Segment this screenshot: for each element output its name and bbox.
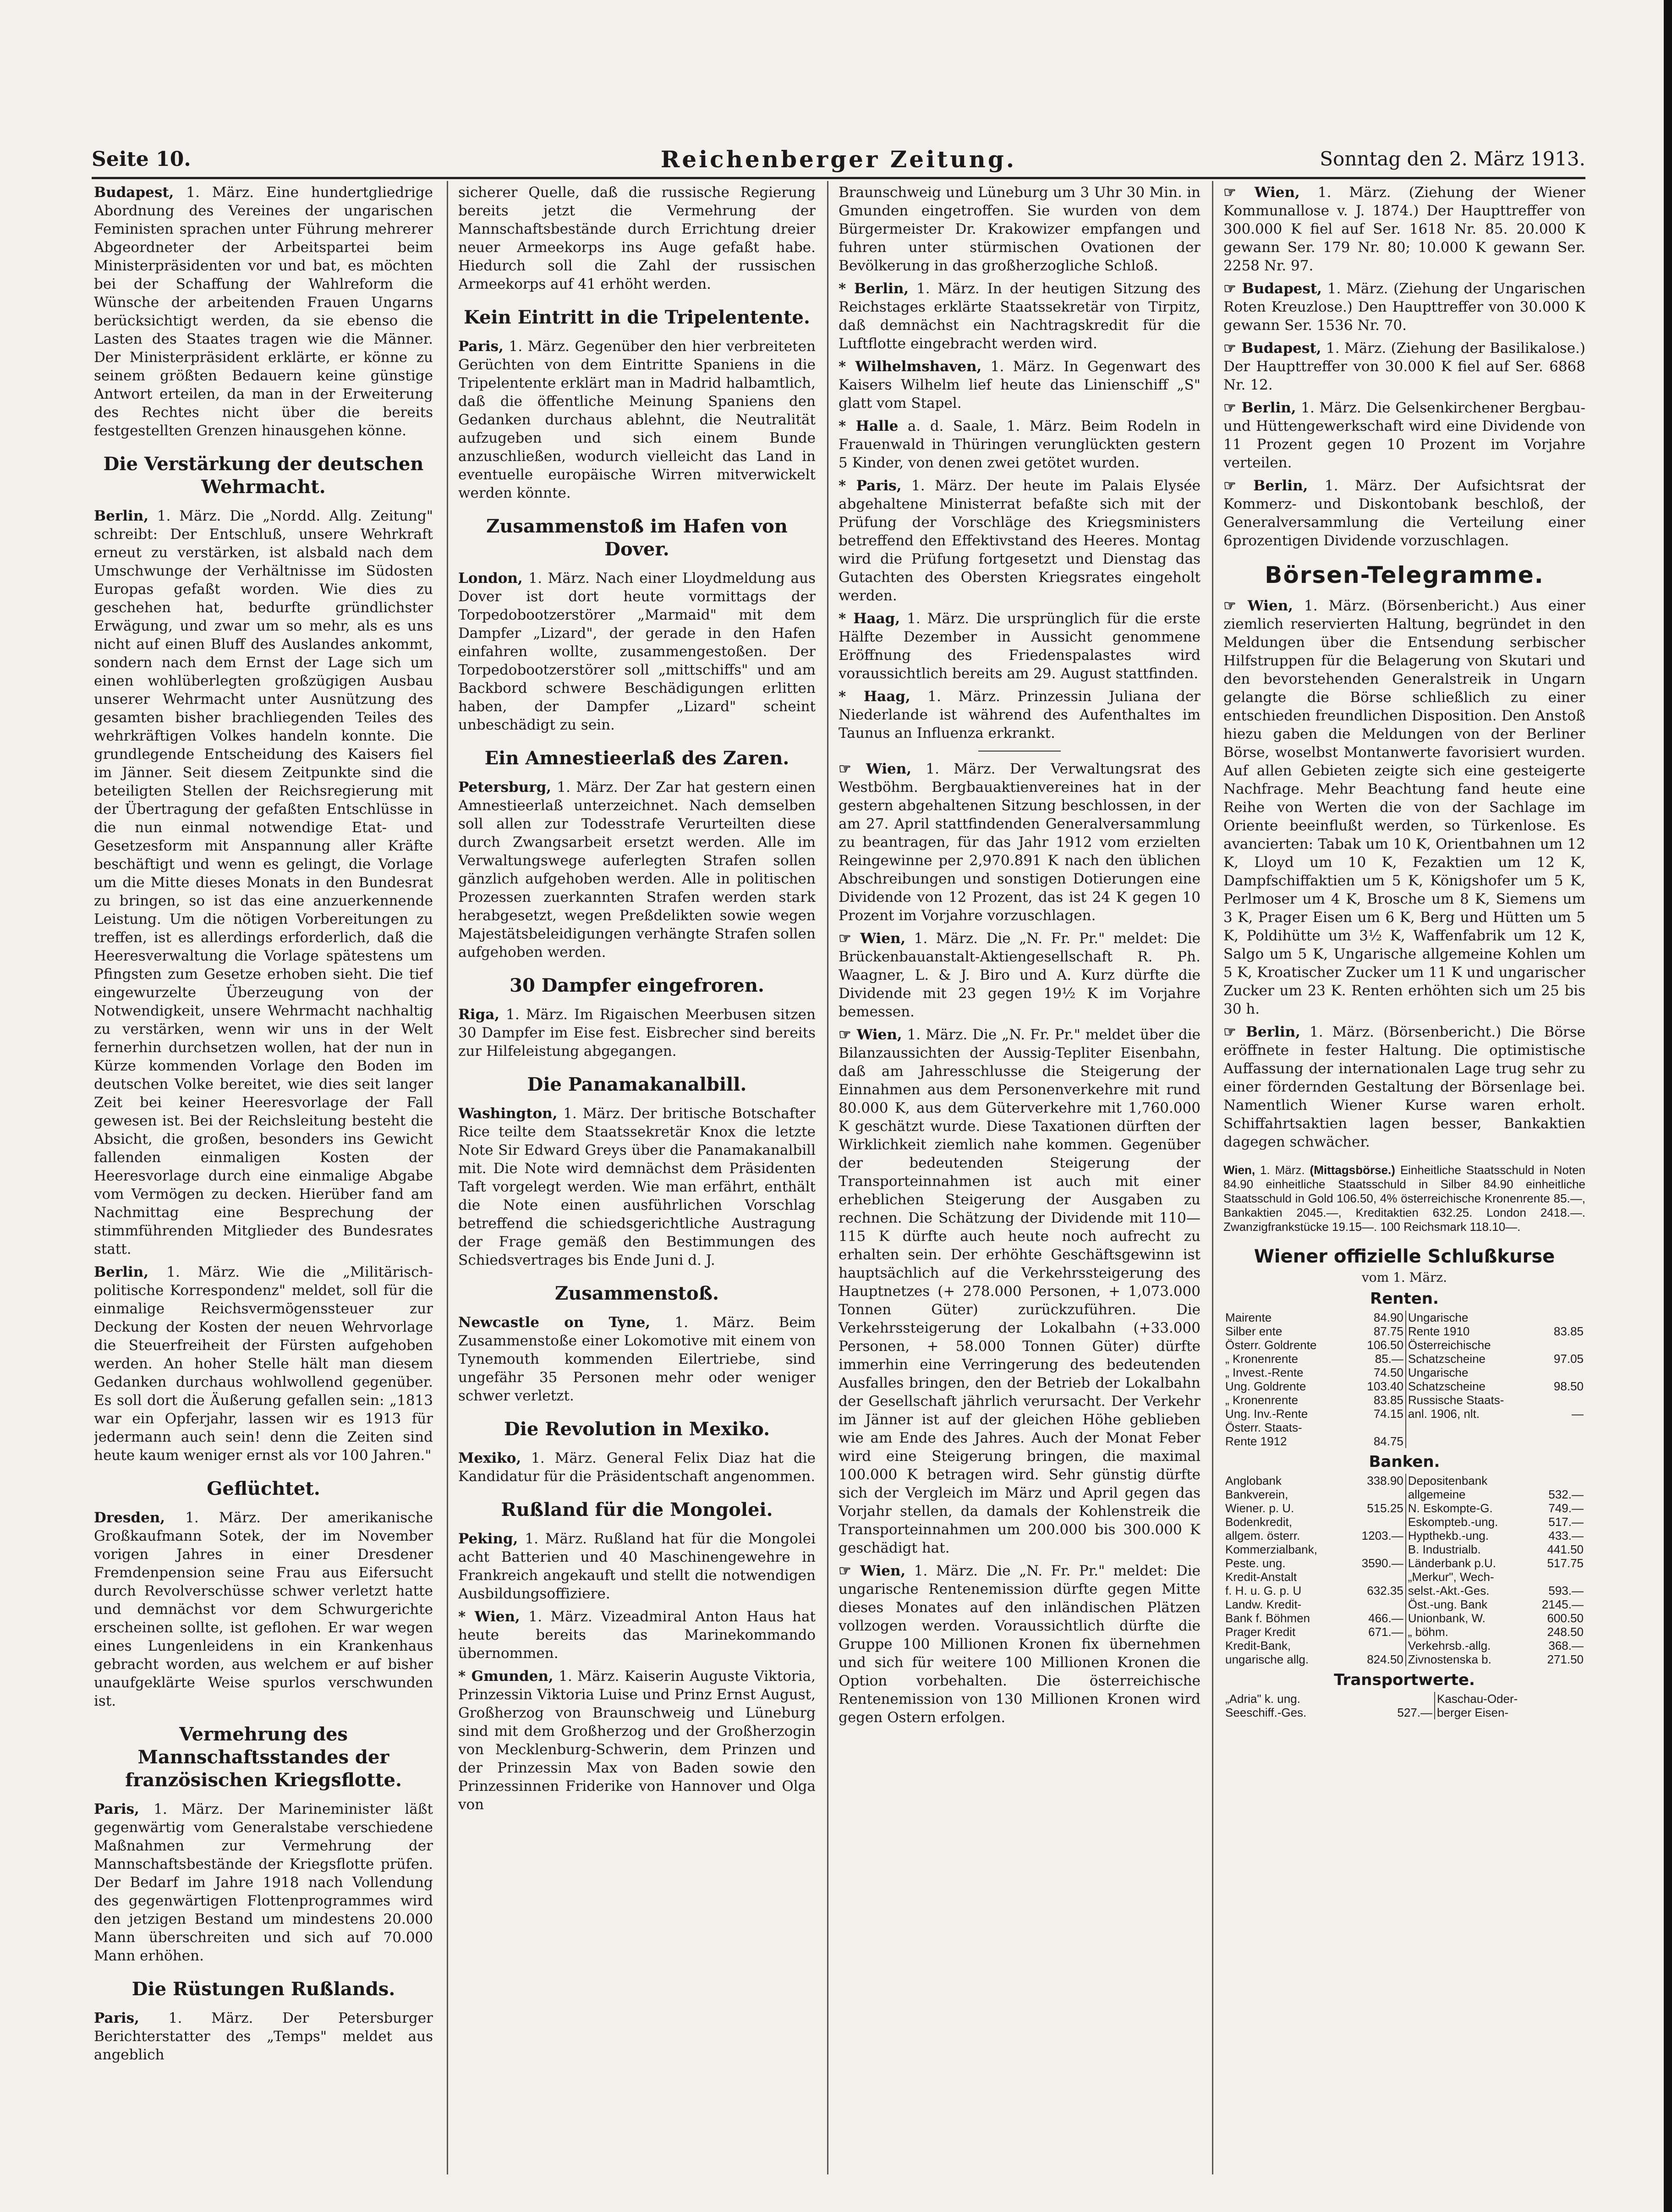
dateline-place: Paris, [458,338,504,355]
lottery-news [1223,183,1585,550]
security-rate [1351,1421,1406,1434]
security-rate: 106.50 [1367,1338,1403,1352]
security-name: B. Industrialb. [1406,1542,1527,1556]
table-row [1223,1584,1585,1597]
article-text: 1. März. Der Petersburger Berichterstatter des „Temps" meldet aus angeblich [94,2010,433,2063]
article [458,183,816,293]
dateline-place: * Paris, [839,478,902,494]
security-name: Peste. ung. [1225,1556,1286,1570]
security-rate: 338.90 [1367,1474,1403,1487]
midday-exchange [1223,1163,1585,1234]
article [1223,399,1585,472]
security-name [1406,1421,1540,1434]
banken-table [1223,1474,1585,1666]
security-rate: 517.75 [1547,1556,1584,1570]
article-text: 1. März. Der amerikanische Großkaufmann Sotek, der im November vorigen Jahres in einer Dresdener Fremdenpension seine Frau aus Eifersucht durch Revolverschüsse schwer verletzt hatte und demnächst vor dem Schwurgerichte erscheinen sollte, ist geflohen. Er war wegen eines Lungenleidens in ein Krankenhaus gebracht worden, aus welchem er auf bisher unaufgeklärte Weise spurlos verschwunden ist. [94,1509,433,1709]
dateline-place: Petersburg, [458,779,552,796]
article-text: 1. März. In Gegenwart des Kaisers Wilhelm lief heute das Linienschiff „S" glatt vom Stapel. [839,358,1201,412]
column-2 [458,183,816,2172]
article-text: 1. März. (Ziehung der Wiener Kommunallose v. J. 1874.) Der Haupttreffer von 300.000 K fiel auf Ser. 1618 Nr. 85. 20.000 K gewann Ser. 179 Nr. 80; 10.000 K gewann Ser. 2258 Nr. 97. [1223,184,1585,274]
security-rate [1540,1366,1585,1379]
article [1223,183,1585,275]
security-name: f. H. u. G. p. U [1225,1584,1302,1597]
security-name: „Adria" k. ung. [1225,1692,1300,1706]
security-rate: — [1572,1407,1584,1421]
table-row [1223,1611,1585,1625]
security-name: Anglobank [1225,1474,1282,1487]
security-rate: 74.15 [1373,1407,1403,1421]
article-text: 1. März. Gegenüber den hier verbreiteten Gerüchten von dem Eintritte Spaniens in die Tripelentente erklärt man in Madrid halbamtlich, daß die öffentliche Meinung Spaniens den Gedanken durchaus ablehnt, die Neutralität aufzugeben und sich einem Bunde anzuschließen, wodurch vielleicht das Land in eventuelle europäische Wirren mitverwickelt werden könnte. [458,338,816,501]
table-row [1223,1570,1585,1584]
dateline-place: Peking, [458,1531,518,1547]
security-rate [1540,1421,1585,1434]
security-name: Öst.-ung. Bank [1406,1597,1527,1611]
table-row [1223,1529,1585,1542]
section-separator [978,751,1061,752]
midday-text: Einheitliche Staatsschuld in Noten 84.90 einheitliche Staatsschuld in Silber 84.90 einheitliche Staatsschuld in Gold 106.50, 4% österreichische Kronenrente 85.—, Bankaktien 2045.—, Kreditaktien 632.25. London 2418.—. Zwanzigfrankstücke 19.15—. 100 Reichsmark 118.10—. [1223,1163,1585,1234]
table-row [1223,1407,1585,1421]
article [94,1263,433,1465]
article-text: 1. März. Die „N. Fr. Pr." meldet: Die ungarische Rentenemission dürfte gegen Mitte dieses Monates auf den inländischen Plätzen vollzogen werden. Voraussichtlich dürfte die Gruppe 100 Millionen Kronen fix übernehmen und sich für weitere 100 Millionen Kronen die Option vorbehalten. Die österreichische Rentenemission von 130 Millionen Kronen wird gegen Ostern erfolgen. [839,1563,1201,1726]
security-name: Rente 1912 [1225,1434,1287,1448]
table-row [1223,1311,1585,1324]
security-rate: 515.25 [1367,1501,1403,1515]
table-row [1223,1515,1585,1529]
security-rate [1347,1542,1406,1556]
transport-heading: Transportwerte. [1334,1671,1475,1689]
article [94,1800,433,1965]
dateline-place: * Gmunden, [458,1668,554,1685]
security-name: Ung. Goldrente [1225,1379,1306,1393]
security-name: Ungarische [1406,1366,1540,1379]
midday-place: Wien, [1223,1163,1255,1177]
headline: Die Rüstungen Rußlands. [132,1978,395,2000]
security-name: Österr. Goldrente [1225,1338,1317,1352]
table-row [1223,1501,1585,1515]
security-name: Österr. Staats- [1225,1421,1302,1434]
security-rate: 433.— [1548,1529,1584,1542]
security-rate: 368.— [1548,1639,1584,1652]
security-rate: 749.— [1548,1501,1584,1515]
security-name: Kaschau-Oder- [1435,1692,1579,1706]
table-row [1223,1379,1585,1393]
article [1223,477,1585,550]
report-text: 1. März. (Börsenbericht.) Die Börse eröffnete in fester Haltung. Die optimistische Auffassung der internationalen Lage trug sehr zu einer fördernden Gestaltung der Börsenlage bei. Namentlich Wiener Kurse waren erholt. Schiffahrtsaktien lagen besser, Bankaktien dagegen schwächer. [1223,1024,1585,1150]
dateline-place: Riga, [458,1006,500,1023]
article [94,1509,433,1710]
security-name: anl. 1906, nlt. [1406,1407,1540,1421]
security-name: Hypthekb.-ung. [1406,1529,1527,1542]
article-text: 1. März. In der heutigen Sitzung des Reichstages erklärte Staatssekretär von Tirpitz, daß demnächst ein Nachtragskredit für die Luftflotte eingebracht werden wird. [839,280,1201,352]
report-text: 1. März. (Börsenbericht.) Aus einer ziemlich reservierten Haltung, begründet in den Meldungen über die Entsendung serbischer Hilfstruppen für die Belagerung von Skutari und den bevorstehenden Generalstreik in Ungarn gelangte die Börse schließlich zu einer entschieden freundlichen Disposition. Den Anstoß hiezu gaben die Meldungen von der Berliner Börse, woselbst Montanwerte favorisiert wurden. Auf allen Gebieten zeigte sich eine gesteigerte Nachfrage. Mehr Beachtung fand heute eine Reihe von Werten die von der Sachlage im Oriente beeinflußt werden, so Türkenlose. Es avancierten: Tabak um 10 K, Orientbahnen um 12 K, Lloyd um 10 K, Fezaktien um 12 K, Dampfschiffaktien um 5 K, Königshofer um 5 K, Perlmoser um 4 K, Brosche um 8 K, Siemens um 3 K, Prager Eisen um 6 K, Berg und Hütten um 5 K, Poldihütte um 3½ K, Waffenfabrik um 12 K, Salgo um 5 K, Ungarische allgemeine Kohlen um 5 K, Kroatischer Zucker um 11 K und ungarischer Zucker um 23 K. Renten erhöhten sich um 25 bis 30 h. [1223,598,1585,1017]
security-name: selst.-Akt.-Ges. [1406,1584,1527,1597]
security-rate [1527,1570,1585,1584]
table-row [1223,1474,1585,1487]
article [458,1667,816,1814]
stock-report [1223,597,1585,1018]
security-name: Wiener. p. U. [1225,1501,1294,1515]
headline: Vermehrung des Mannschaftsstandes der französischen Kriegsflotte. [125,1723,402,1791]
security-name: Prager Kredit [1225,1625,1296,1639]
security-rate: 824.50 [1367,1652,1403,1666]
security-rate: 3590.— [1361,1556,1403,1570]
article [94,507,433,1258]
dateline-place: Mexiko, [458,1450,521,1466]
security-rate: 271.50 [1547,1652,1584,1666]
table-row [1223,1487,1585,1501]
security-name [1406,1434,1540,1448]
page-header [92,148,1585,175]
dateline-place: Newcastle on Tyne, [458,1314,651,1331]
dateline-place: ☞ Wien, [839,761,912,777]
security-rate [1347,1639,1406,1652]
column-divider [447,181,448,2174]
security-name: Bodenkredit, [1225,1515,1292,1529]
security-rate [1347,1597,1406,1611]
table-row [1223,1625,1585,1639]
issue-date: Sonntag den 2. März 1913. [1320,148,1585,170]
article-text: 1. März. Die „Nordd. Allg. Zeitung" schreibt: Der Entschluß, unsere Wehrkraft erneut zu verstärken, ist alsbald nach dem Umschwunge der Verhältnisse im Südosten Europas gefaßt worden. Wie dies zu geschehen hat, bedurfte gründlichster Erwägung, und zwar um so mehr, als es uns nicht auf einen Bluff des Auslandes ankommt, sondern nach dem Ernst der Lage sich um einen wohlüberlegten großzügigen Ausbau unserer Wehrmacht unter Ausnützung des gesamten bisher brachliegenden Teiles des wehrkräftigen Volkes handeln konnte. Die grundlegende Entscheidung des Kaisers fiel im Jänner. Seit diesem Zeitpunkte sind die beteiligten Stellen der Reichsregierung mit der Übertragung der gefaßten Entschlüsse in die nun einmal notwendige Etat- und Gesetzesform mit Anspannung aller Kräfte beschäftigt und wenn es gelingt, die Vorlage um die Mitte dieses Monats in den Bundesrat zu bringen, so ist das eine anzuerkennende Leistung. Um die nötigen Vorbereitungen zu treffen, ist es allerdings erforderlich, daß die Heeresverwaltung die Vorlage spätestens um Pfingsten zum Gesetze erhoben sieht. Die tief eingewurzelte Überzeugung von der Notwendigkeit, unsere Wehrmacht nachhaltig zu verstärken, wenn wir uns in der Welt fernerhin durchsetzen wollen, hat der nun in Kürze kommenden Vorlage den Boden im deutschen Volke bereitet, wie dies seit langer Zeit bei keiner Heeresvorlage der Fall gewesen ist. Bei der Reichsleitung besteht die Absicht, die großen, besonders ins Gewicht fallenden einmaligen Kosten der Heeresvorlage durch eine einmalige Abgabe vom Vermögen zu decken. Hierüber fand am Nachmittag eine Besprechung der stimmführenden Mitglieder des Bundesrates statt. [94,508,433,1257]
security-name: ungarische allg. [1225,1652,1309,1666]
dateline-place: * Halle [839,418,899,434]
security-name: Zivnostenska b. [1406,1652,1527,1666]
dateline-place: Dresden, [94,1509,165,1526]
security-rate: 466.— [1368,1611,1403,1625]
security-name: „ Kronenrente [1225,1352,1298,1366]
security-rate [1347,1570,1406,1584]
security-rate [1347,1487,1406,1501]
table-row [1223,1597,1585,1611]
table-row [1223,1692,1585,1706]
security-name: Depositenbank [1406,1474,1527,1487]
article [839,280,1201,353]
article [458,778,816,961]
dateline-place: Berlin, [94,1264,149,1280]
dateline-place: ☞ Wien, [839,1563,906,1579]
security-rate: 671.— [1368,1625,1403,1639]
security-name: Seeschiff.-Ges. [1225,1706,1307,1719]
security-rate: 527.— [1397,1706,1432,1719]
security-name: allgemeine [1406,1487,1527,1501]
article [839,477,1201,605]
table-row [1223,1556,1585,1570]
table-row [1223,1324,1585,1338]
security-name: Österreichische [1406,1338,1540,1352]
article [458,569,816,734]
renten-table [1223,1311,1585,1448]
article-text: 1. März. Nach einer Lloydmeldung aus Dover ist dort heute vormittags der Torpedobootzerstörer „Marmaid" mit dem Dampfer „Lizard", der gerade in den Hafen einfahren wollte, zusammengestoßen. Der Torpedobootzerstörer soll „mittschiffs" und am Backbord schwere Beschädigungen erlitten haben, der Dampfer „Lizard" scheint unbeschädigt zu sein. [458,570,816,733]
article-text: 1. März. Der Zar hat gestern einen Amnestieerlaß unterzeichnet. Nach demselben soll allen zur Todesstrafe Verurteilten diese durch Zwangsarbeit ersetzt werden. Alle im Verwaltungswege auferlegten Strafen sollen gänzlich aufgehoben werden. Alle in politischen Prozessen zuerkannten Strafen werden stark herabgesetzt, wegen Preßdelikten sowie wegen Majestätsbeleidigungen verhängte Strafen sollen aufgehoben werden. [458,779,816,961]
headline: Die Revolution in Mexiko. [504,1418,770,1440]
midday-date: 1. März. [1255,1163,1310,1177]
security-rate [1527,1474,1585,1487]
headline: Zusammenstoß. [555,1283,719,1304]
article-text: 1. März. Kaiserin Auguste Viktoria, Prinzessin Viktoria Luise und Prinz Ernst August, Großherzog von Braunschweig und Lüneburg sind mit dem Großherzog und der Großherzogin von Mecklenburg-Schwerin, dem Prinzen und der Prinzessin Max von Baden sowie den Prinzessinnen Friderike von Hannover und Olga von [458,1668,816,1813]
headline: Zusammenstoß im Hafen von Dover. [486,516,788,560]
headline: Die Verstärkung der deutschen Wehrmacht. [103,453,424,498]
article [458,1608,816,1663]
dateline-place: Budapest, [94,184,174,201]
article-text: 1. März. Vizeadmiral Anton Haus hat heute bereits das Marinekommando übernommen. [458,1608,816,1662]
security-rate [1540,1338,1585,1352]
article-text: 1. März. Im Rigaischen Meerbusen sitzen 30 Dampfer im Eise fest. Eisbrecher sind bereits zur Hilfeleistung abgegangen. [458,1006,816,1059]
dateline-place: ☞ Wien, [839,930,906,947]
security-name: Verkehrsb.-allg. [1406,1639,1527,1652]
headline: Geflüchtet. [207,1478,320,1499]
dateline-place: ☞ Wien, [839,1026,902,1043]
article-text: 1. März. Eine hundertgliedrige Abordnung des Vereines der ungarischen Feministen sprachen unter Führung mehrerer Abgeordneter der Arbeitspartei beim Ministerpräsidenten vor und bat, es möchten bei der Schaffung der Wahlreform die Wünsche der arbeitenden Frauen Ungarns berücksichtigt werden, da sie ebenso die Lasten des Staates tragen wie die Männer. Der Ministerpräsident erklärte, er könne zu seinem größten Bedauern keine günstige Antwort erteilen, da man in der Erweiterung des Rechtes nicht über die bereits festgestellten Grenzen hinausgehen könne. [94,184,433,439]
security-name: Schatzscheine [1406,1352,1540,1366]
table-row [1223,1338,1585,1352]
security-rate [1540,1393,1585,1407]
article [94,183,433,440]
headline: Rußland für die Mongolei. [501,1499,773,1520]
security-name: N. Eskompte-G. [1406,1501,1527,1515]
article [839,357,1201,412]
security-rate: 593.— [1548,1584,1584,1597]
security-rate: 74.50 [1373,1366,1403,1379]
article-text: 1. März. Der Marineminister läßt gegenwärtig vom Generalstabe verschiedene Maßnahmen zur Vermehrung der Mannschaftsbestände der Kriegsflotte prüfen. Der Bedarf im Jahre 1918 nach Vollendung des gegenwärtigen Flottenprogrammes wird den jetzigen Bestand um mindestens 20.000 Mann überschreiten und sich auf 70.000 Mann erhöhen. [94,1801,433,1964]
column-divider [827,181,828,2174]
article-text: 1. März. Prinzessin Juliana der Niederlande ist während des Aufenthaltes im Taunus an Influenza erkrankt. [839,688,1201,741]
article [839,183,1201,275]
table-row [1223,1434,1585,1448]
table-row [1223,1393,1585,1407]
page-number: Seite 10. [92,148,191,171]
header-rule [92,177,1585,179]
security-rate: 2145.— [1541,1597,1584,1611]
dateline-place: ☞ Berlin, [1223,478,1308,494]
article-text: sicherer Quelle, daß die russische Regierung bereits jetzt die Vermehrung der Mannschaftsbestände durch Errichtung dreier neuer Armeekorps ins Auge gefaßt habe. Hiedurch soll die Zahl der russischen Armeekorps auf 41 erhöht werden. [458,184,816,292]
article [839,609,1201,683]
security-name: „ Invest.-Rente [1225,1366,1304,1379]
article [94,2009,433,2064]
security-name: Kredit-Anstalt [1225,1570,1297,1584]
column-3 [839,183,1201,2172]
stock-telegrams [1223,597,1585,1151]
article [458,1104,816,1269]
headline: Die Panamakanalbill. [527,1074,747,1095]
article [458,337,816,502]
security-rate: 441.50 [1547,1542,1584,1556]
article-text: 1. März. Der heute im Palais Elysée abgehaltene Ministerrat befaßte sich mit der Prüfung der Vorschläge des Kriegsministers betreffend den Effektivstand des Heeres. Montag wird die Prüfung fortgesetzt und Dienstag das Gutachten des Obersten Kriegsrates eingeholt werden. [839,478,1201,604]
security-rate [1579,1692,1585,1706]
article [839,687,1201,742]
article-text: 1. März. Wie die „Militärisch-politische Korrespondenz" meldet, soll für die einmalige Reichsvermögenssteuer zur Deckung der Kosten der neuen Wehrvorlage die Steuerfreiheit der Fürsten aufgehoben werden. An hoher Stelle hält man diesem Gedanken durchaus wohlwollend gegenüber. Es soll dort die Äußerung gefallen sein: „1813 war ein Opferjahr, lassen wir es 1913 für jedermann auch sein! denn die Zeiten sind heute kaum weniger ernst als vor 100 Jahren." [94,1264,433,1464]
dateline-place: ☞ Berlin, [1223,1024,1300,1040]
security-name: Kredit-Bank, [1225,1639,1291,1652]
security-name: Silber ente [1225,1324,1283,1338]
masthead: Reichenberger Zeitung. [660,146,1017,173]
article [458,1449,816,1486]
dateline-place: * Haag, [839,688,910,705]
dateline-place: * Haag, [839,610,900,627]
security-rate: 84.75 [1373,1434,1403,1448]
security-rate: 532.— [1548,1487,1584,1501]
article [839,417,1201,472]
closing-rates-date: vom 1. März. [1361,1270,1447,1285]
article-text: 1. März. (Ziehung der Basilikalose.) Der Haupttreffer von 30.000 K fiel auf Ser. 6868 Nr. 12. [1223,340,1585,393]
table-row [1223,1366,1585,1379]
table-row [1223,1639,1585,1652]
article-text: 1. März. Die „N. Fr. Pr." meldet über die Bilanzaussichten der Aussig-Tepliter Eisenbahn, daß am Jahresschlusse die Steigerung der Einnahmen aus dem Personenverkehre mit rund 80.000 K, aus dem Güterverkehre mit 1,760.000 K geschätzt wurde. Diese Taxationen dürften der Wirklichkeit ziemlich nahe kommen. Gegenüber der bedeutenden Steigerung der Transporteinnahmen ist auch mit einer erheblichen Steigerung der Ausgaben zu rechnen. Die Schätzung der Dividende mit 110—115 K dürfte auch heute noch aufrecht zu erhalten sein. Der erhöhte Geschäftsgewinn ist hauptsächlich auf die Verkehrssteigerung des Hauptnetzes (+ 278.000 Personen, + 1,073.000 Tonnen Güter) zurückzuführen. Die Verkehrssteigerung der Lokalbahn (+33.000 Personen, + 58.000 Tonnen Güter) dürfte immerhin eine Verringerung des bedeutenden Ausfalles bringen, den der Betrieb der Lokalbahn der Gesellschaft jährlich verursacht. Der Verkehr im Jänner ist auf der gleichen Höhe geblieben wie am Ende des Jahres. Auch der Monat Feber wird eine Steigerung bringen, die maximal 100.000 K betragen wird. Sehr günstig dürfte sich der Vergleich im März und April gegen das Vorjahr stellen, da damals der Kohlenstreik die Transporteinnahmen um 200.000 bis 300.000 K geschädigt hat. [839,1026,1201,1556]
dateline-place: * Berlin, [839,280,909,297]
security-rate [1347,1515,1406,1529]
article [458,1005,816,1060]
article [458,1313,816,1405]
security-rate: 1203.— [1361,1529,1403,1542]
security-name: berger Eisen- [1435,1706,1579,1719]
midday-tag: (Mittagsbörse.) [1310,1163,1395,1177]
dateline-place: ☞ Wien, [1223,598,1293,614]
article [458,1530,816,1603]
security-name: „Merkur", Wech- [1406,1570,1527,1584]
security-rate: 97.05 [1553,1352,1584,1366]
security-name: Mairente [1225,1311,1272,1324]
security-name: Eskompteb.-ung. [1406,1515,1527,1529]
table-row [1223,1352,1585,1366]
dateline-place: Washington, [458,1105,558,1122]
article [839,1562,1201,1727]
article-text: 1. März. (Ziehung der Ungarischen Roten Kreuzlose.) Den Haupttreffer von 30.000 K gewann Ser. 1536 Nr. 70. [1223,280,1585,334]
column-4 [1223,183,1585,2172]
stock-report [1223,1023,1585,1151]
closing-rates-title: Wiener offizielle Schlußkurse [1254,1246,1555,1267]
security-rate: 600.50 [1547,1611,1584,1625]
dateline-place: ☞ Budapest, [1223,340,1321,357]
article-text: Braunschweig und Lüneburg um 3 Uhr 30 Min. in Gmunden eingetroffen. Sie wurden von dem Bürgermeister Dr. Krakowizer empfangen und fuhren unter stürmischen Ovationen der Bevölkerung in das großherzogliche Schloß. [839,184,1201,274]
security-name: Russische Staats- [1406,1393,1540,1407]
dateline-place: Paris, [94,2010,139,2026]
security-name: Landw. Kredit- [1225,1597,1302,1611]
security-name: Rente 1910 [1406,1324,1540,1338]
dateline-place: Paris, [94,1801,139,1817]
article-text: 1. März. Der Aufsichtsrat der Kommerz- und Diskontobank beschloß, der Generalversammlung die Verteilung einer 6prozentigen Dividende vorzuschlagen. [1223,478,1585,549]
article-text: 1. März. Die Gelsenkirchener Bergbau- und Hüttengewerkschaft wird eine Dividende von 11 Prozent gegen 10 Prozent im Vorjahre verteilen. [1223,400,1585,471]
security-rate: 98.50 [1553,1379,1584,1393]
security-name: Unionbank, W. [1406,1611,1527,1625]
article [839,1026,1201,1557]
security-name: Kommerzialbank, [1225,1542,1317,1556]
article-text: 1. März. Der Verwaltungsrat des Westböhm. Bergbauaktienvereines hat in der gestern abgehaltenen Sitzung beschlossen, in der am 27. April stattfindenden Generalversammlung zu beantragen, für das Jahr 1912 vom erzielten Reingewinne per 2,970.891 K nach den üblichen Abschreibungen und sonstigen Dotierungen eine Dividende von 12 Prozent, das ist 24 K gegen 10 Prozent im Vorjahre vorzuschlagen. [839,761,1201,924]
article-text: 1. März. General Felix Diaz hat die Kandidatur für die Präsidentschaft angenommen. [458,1450,816,1485]
article [1223,339,1585,394]
security-rate [1540,1311,1585,1324]
security-name: „ Kronenrente [1225,1393,1298,1407]
security-rate: 84.90 [1373,1311,1403,1324]
security-rate: 83.85 [1373,1393,1403,1407]
security-rate: 85.— [1375,1352,1403,1366]
security-rate: 632.35 [1367,1584,1403,1597]
table-row [1223,1706,1585,1719]
security-name: Länderbank p.U. [1406,1556,1527,1570]
security-name: Bank f. Böhmen [1225,1611,1310,1625]
security-rate [1579,1706,1585,1719]
security-name: allgem. österr. [1225,1529,1300,1542]
table-row [1223,1421,1585,1434]
article-text: 1. März. Der britische Botschafter Rice teilte dem Staatssekretär Knox die letzte Note Sir Edward Greys über die Panamakanalbill mit. Die Note wird demnächst dem Präsidenten Taft vorgelegt werden. Wie man erfährt, enthält die Note einen ausführlichen Vorschlag betreffend die schiedsgerichtliche Austragung der Frage gemäß den Bestimmungen des Schiedsvertrages bis Ende Juni d. J. [458,1105,816,1268]
dateline-place: ☞ Berlin, [1223,400,1296,416]
dateline-place: Berlin, [94,508,149,524]
security-rate: 248.50 [1547,1625,1584,1639]
dateline-place: ☞ Budapest, [1223,280,1322,297]
article [839,929,1201,1021]
article-text: 1. März. Rußland hat für die Mongolei acht Batterien und 40 Maschinengewehre in Frankreich angekauft und stellt die notwendigen Ausbildungsoffiziere. [458,1531,816,1602]
dateline-place: London, [458,570,523,587]
dateline-place: * Wien, [458,1608,520,1625]
dateline-place: ☞ Wien, [1223,184,1300,201]
security-rate: 103.40 [1367,1379,1403,1393]
scan-edge [1664,0,1672,2212]
headline: 30 Dampfer eingefroren. [510,975,764,996]
security-rate: 83.85 [1553,1324,1584,1338]
security-rate [1540,1434,1585,1448]
security-rate: 517.— [1548,1515,1584,1529]
security-name: Schatzscheine [1406,1379,1540,1393]
banken-heading: Banken. [1369,1453,1440,1471]
article-text: 1. März. Beim Zusammenstoße einer Lokomotive mit einem von Tynemouth kommenden Eilertriebe, sind ungefähr 35 Personen mehr oder weniger schwer verletzt. [458,1314,816,1404]
table-row [1223,1542,1585,1556]
article [1223,280,1585,335]
security-name: Bankverein, [1225,1487,1288,1501]
security-rate: 87.75 [1373,1324,1403,1338]
security-name: Ung. Inv.-Rente [1225,1407,1308,1421]
article-text: 1. März. Die „N. Fr. Pr." meldet: Die Brückenbauanstalt-Aktiengesellschaft R. Ph. Waagner, L. & J. Biro und A. Kurz dürfte die Dividende mit 23 gegen 19½ K im Vorjahre bemessen. [839,930,1201,1020]
headline: Kein Eintritt in die Tripelentente. [464,307,810,328]
table-row [1223,1652,1585,1666]
headline: Ein Amnestieerlaß des Zaren. [484,747,789,769]
article [839,760,1201,925]
article-text: a. d. Saale, 1. März. Beim Rodeln in Frauenwald in Thüringen verunglückten gestern 5 Kinder, von denen zwei getötet wurden. [839,418,1201,471]
renten-heading: Renten. [1370,1290,1439,1308]
security-rate [1368,1692,1435,1706]
article-text: 1. März. Die ursprünglich für die erste Hälfte Dezember in Aussicht genommene Eröffnung des Friedenspalastes wird voraussichtlich bereits am 29. August stattfinden. [839,610,1201,682]
security-name: Ungarische [1406,1311,1540,1324]
stock-telegrams-title: Börsen-Telegramme. [1265,562,1544,588]
transport-table [1223,1692,1585,1719]
column-1 [94,183,433,2172]
column-divider [1212,181,1213,2174]
dateline-place: * Wilhelmshaven, [839,358,982,375]
security-name: „ böhm. [1406,1625,1527,1639]
